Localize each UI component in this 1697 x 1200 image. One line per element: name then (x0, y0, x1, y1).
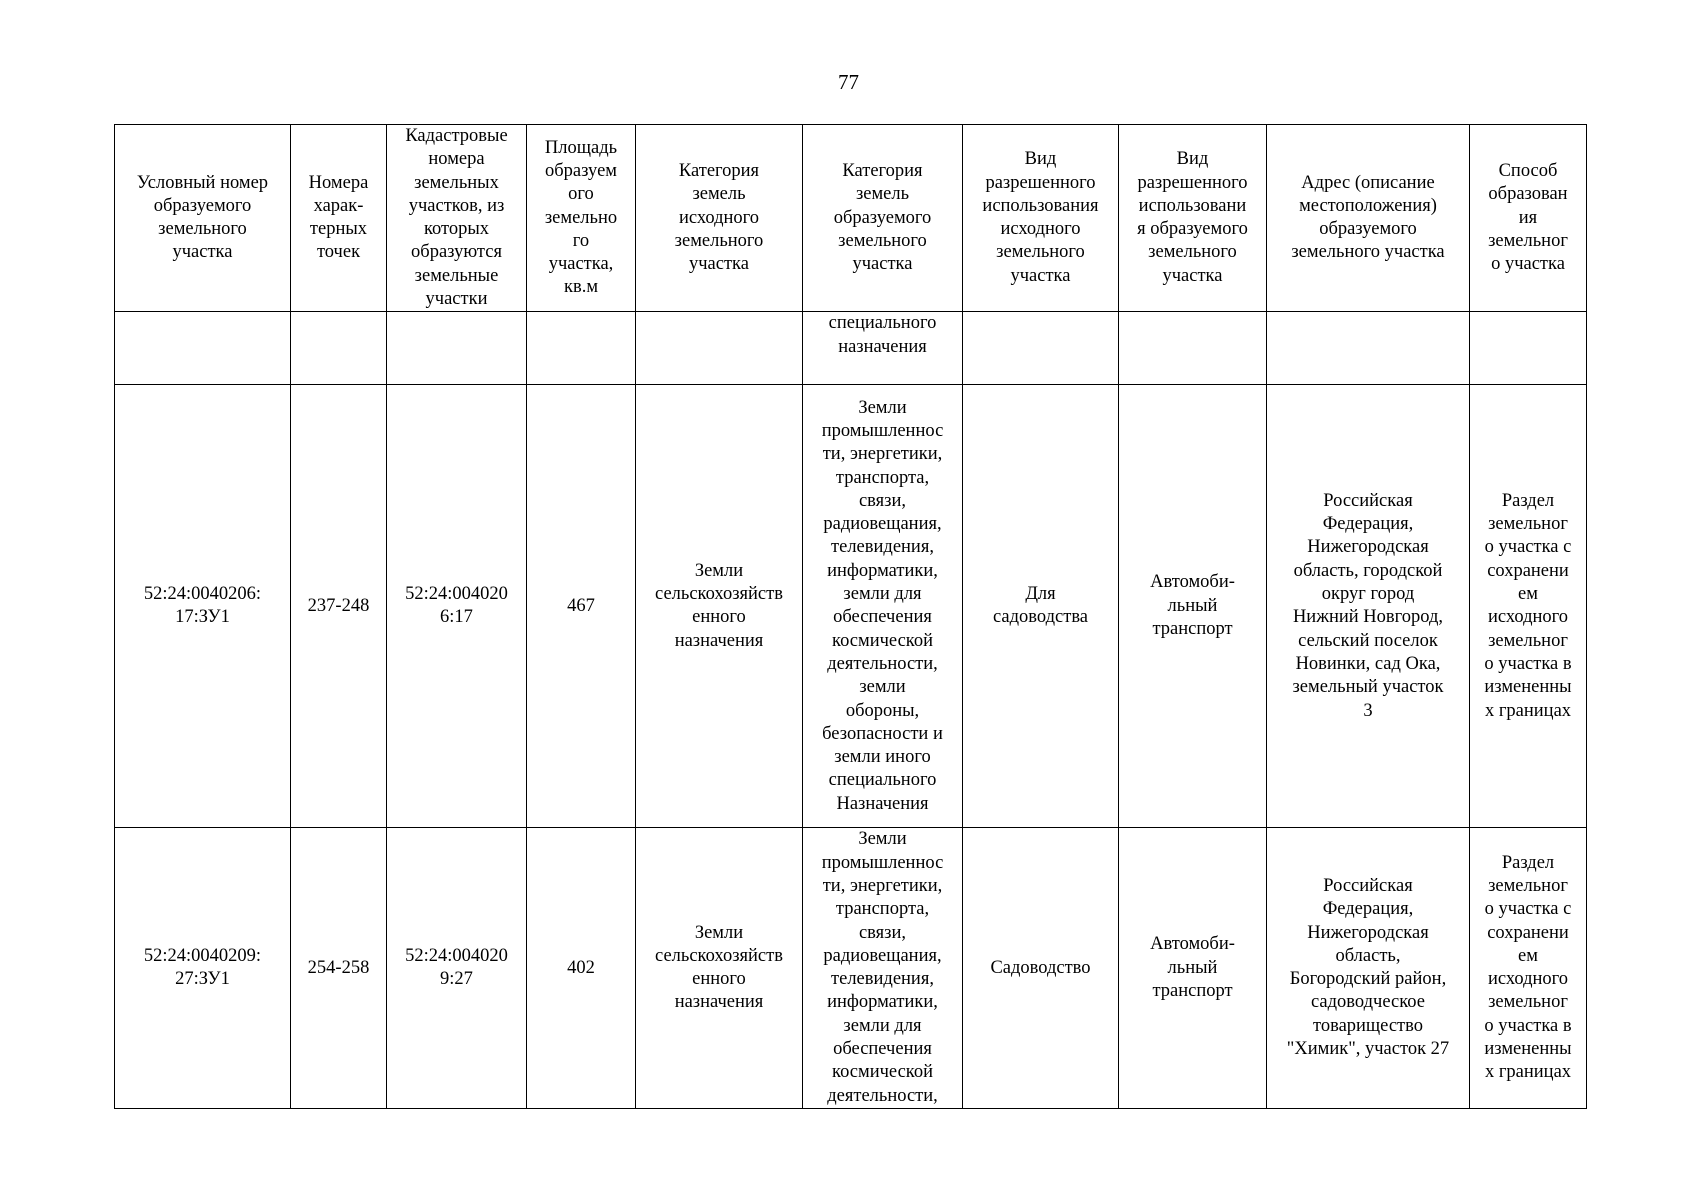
table-cell: Для садоводства (963, 385, 1119, 828)
table-cell (1470, 312, 1587, 385)
land-plots-table (114, 124, 1587, 1109)
table-cell: 254-258 (291, 828, 387, 1109)
header-point-numbers: Номера харак- терных точек (291, 125, 387, 312)
table-cell (636, 312, 803, 385)
header-new-permitted-use: Вид разрешенного использовани я образуемого земельного участка (1119, 125, 1267, 312)
header-source-permitted-use: Вид разрешенного использования исходного земельного участка (963, 125, 1119, 312)
table-cell: 52:24:004020 9:27 (387, 828, 527, 1109)
table-cell (963, 312, 1119, 385)
table-cell: Российская Федерация, Нижегородская область, городской округ город Нижний Новгород, сельский поселок Новинки, сад Ока, земельный участок 3 (1267, 385, 1470, 828)
table-cell (1119, 312, 1267, 385)
table-cell: Земли промышленнос ти, энергетики, транспорта, связи, радиовещания, телевидения, информатики, земли для обеспечения космической деятельности, земли обороны, безопасности и земли иного специального Назначения (803, 385, 963, 828)
table-row (115, 385, 1587, 828)
header-source-cadastral-numbers: Кадастровые номера земельных участков, из которых образуются земельные участки (387, 125, 527, 312)
table-cell: 52:24:004020 6:17 (387, 385, 527, 828)
header-new-land-category: Категория земель образуемого земельного участка (803, 125, 963, 312)
header-formation-method: Способ образован ия земельног о участка (1470, 125, 1587, 312)
table-cell: 467 (527, 385, 636, 828)
table-cell: Автомоби- льный транспорт (1119, 828, 1267, 1109)
table-cell: 402 (527, 828, 636, 1109)
table-header-row (115, 125, 1587, 312)
table-cell: специального назначения (803, 312, 963, 385)
table-cell: Земли промышленнос ти, энергетики, транспорта, связи, радиовещания, телевидения, информатики, земли для обеспечения космической деятельности, (803, 828, 963, 1109)
header-address: Адрес (описание местоположения) образуемого земельного участка (1267, 125, 1470, 312)
table-row (115, 312, 1587, 385)
table-row (115, 828, 1587, 1109)
table-cell: Садоводство (963, 828, 1119, 1109)
table-cell: Раздел земельног о участка с сохранени ем исходного земельног о участка в измененны х границах (1470, 828, 1587, 1109)
page-number: 77 (838, 70, 859, 94)
table-cell (115, 312, 291, 385)
table-cell (1267, 312, 1470, 385)
table-cell (527, 312, 636, 385)
table-cell (387, 312, 527, 385)
table-cell: 52:24:0040206: 17:ЗУ1 (115, 385, 291, 828)
table-cell: Раздел земельног о участка с сохранени ем исходного земельног о участка в измененны х границах (1470, 385, 1587, 828)
table-cell: Земли сельскохозяйств енного назначения (636, 385, 803, 828)
header-conditional-number: Условный номер образуемого земельного участка (115, 125, 291, 312)
table-cell: 52:24:0040209: 27:ЗУ1 (115, 828, 291, 1109)
table-cell: Автомоби- льный транспорт (1119, 385, 1267, 828)
table-cell: Российская Федерация, Нижегородская область, Богородский район, садоводческое товарищество "Химик", участок 27 (1267, 828, 1470, 1109)
table-cell (291, 312, 387, 385)
header-area: Площадь образуем ого земельно го участка, кв.м (527, 125, 636, 312)
header-source-land-category: Категория земель исходного земельного участка (636, 125, 803, 312)
table-cell: 237-248 (291, 385, 387, 828)
table-cell: Земли сельскохозяйств енного назначения (636, 828, 803, 1109)
